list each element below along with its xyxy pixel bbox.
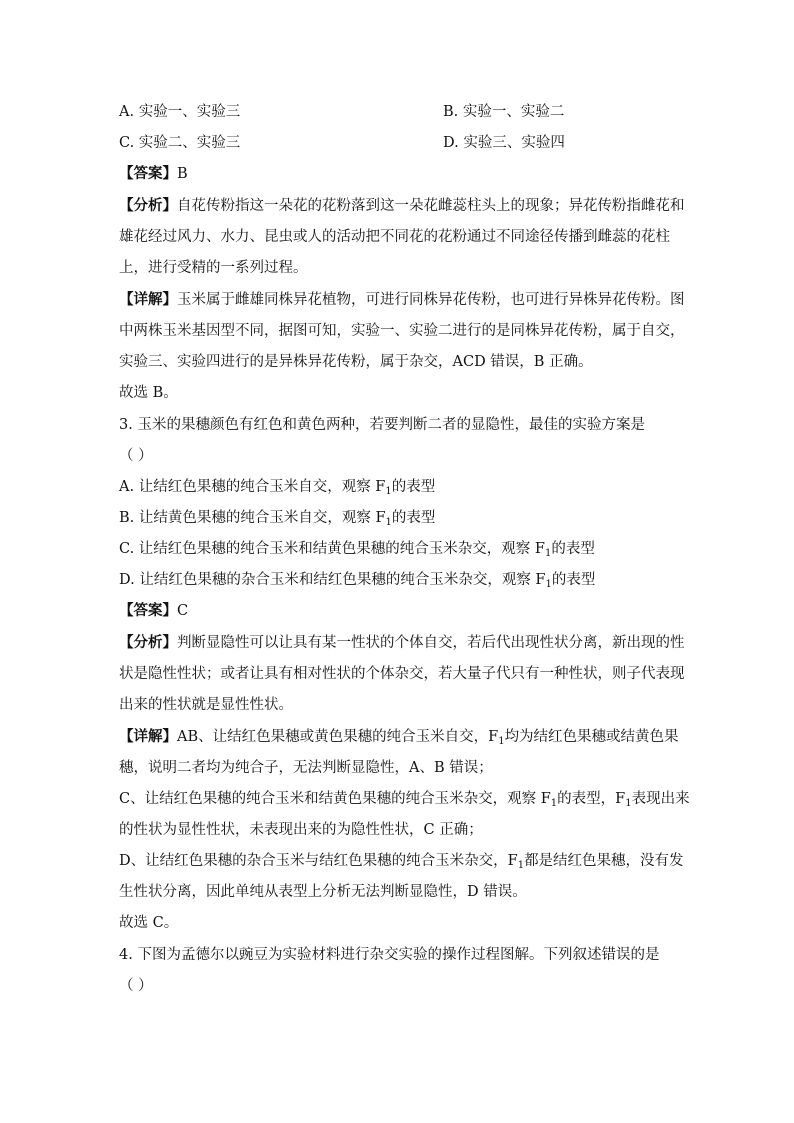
q3-answer — [119, 601, 188, 621]
q3-analysis-line-3: 出来的性状就是显性性状。 — [119, 697, 293, 713]
q3-option-b: B. 让结黄色果穗的纯合玉米自交，观察 $F_1$的表型 — [119, 510, 436, 528]
q3-analysis-line-1: 【分析】判断显隐性可以让具有某一性状的个体自交，若后代出现性状分离，新出现的性 — [119, 634, 685, 651]
detail-tag: 【详解】 — [119, 291, 177, 308]
q3-detail-line-6: 生性状分离，因此单纯从表型上分析无法判断显隐性，D 错误。 — [119, 884, 527, 900]
q3-option-c: C. 让结红色果穗的纯合玉米和结黄色果穗的纯合玉米杂交，观察 $F_1$的表型 — [119, 541, 595, 559]
q3-option-a: A. 让结红色果穗的纯合玉米自交，观察 $F_1$的表型 — [119, 479, 436, 497]
q2-answer — [119, 164, 188, 184]
q3-paren: （ ） — [119, 448, 153, 464]
analysis-tag: 【分析】 — [119, 634, 177, 651]
q3-detail-line-5: D、让结红色果穗的杂合玉米与结红色果穗的纯合玉米杂交，$F_1$都是结红色果穗，没有发 — [119, 853, 684, 871]
q3-detail-line-3: C、让结红色果穗的纯合玉米和结黄色果穗的纯合玉米杂交，观察 $F_1$的表型，$F_1$表现出来 — [119, 791, 690, 809]
q4-stem: 4. 下图为孟德尔以豌豆为实验材料进行杂交实验的操作过程图解。下列叙述错误的是 — [119, 947, 660, 963]
q3-detail-line-4: 的性状为显性性状，未表现出来的为隐性性状，C 正确； — [119, 822, 483, 838]
analysis-tag: 【分析】 — [119, 197, 177, 214]
answer-tag: 【答案】 — [119, 165, 177, 182]
q3-stem: 3. 玉米的果穗颜色有红色和黄色两种，若要判断二者的显隐性，最佳的实验方案是 — [119, 417, 645, 433]
q2-option-a: A. 实验一、实验三 — [119, 104, 241, 120]
q3-option-d: D. 让结红色果穗的杂合玉米和结红色果穗的纯合玉米杂交，观察 $F_1$的表型 — [119, 572, 596, 590]
q3-analysis-line-2: 状是隐性性状；或者让具有相对性状的个体杂交，若大量子代只有一种性状，则子代表现 — [119, 666, 685, 682]
q3-conclusion: 故选 C。 — [119, 915, 179, 931]
q3-detail-line-2: 穗，说明二者均为纯合子，无法判断显隐性，A、B 错误； — [119, 760, 493, 776]
q2-conclusion: 故选 B。 — [119, 385, 178, 401]
q2-analysis-line-3: 上，进行受精的一系列过程。 — [119, 260, 308, 276]
q2-analysis-line-2: 雄花经过风力、水力、昆虫或人的活动把不同花的花粉通过不同途径传播到雌蕊的花柱 — [119, 229, 670, 245]
answer-value: C — [177, 603, 189, 619]
q2-detail-line-3: 实验三、实验四进行的是异株异花传粉，属于杂交，ACD 错误，B 正确。 — [119, 354, 593, 370]
answer-tag: 【答案】 — [119, 602, 177, 619]
q2-detail-line-2: 中两株玉米基因型不同，据图可知，实验一、实验二进行的是同株异花传粉，属于自交， — [119, 323, 685, 339]
q2-detail-line-1: 【详解】玉米属于雌雄同株异花植物，可进行同株异花传粉，也可进行异株异花传粉。图 — [119, 291, 685, 308]
q4-paren: （ ） — [119, 978, 153, 994]
q3-detail-line-1: 【详解】AB、让结红色果穗或黄色果穗的纯合玉米自交，$F_1$均为结红色果穗或结黄色果 — [119, 728, 679, 747]
q2-option-b: B. 实验一、实验二 — [443, 104, 565, 120]
q2-option-c: C. 实验二、实验三 — [119, 135, 241, 151]
detail-tag: 【详解】 — [119, 728, 177, 745]
q2-option-d: D. 实验三、实验四 — [443, 135, 565, 151]
answer-value: B — [177, 166, 188, 182]
q2-analysis-line-1: 【分析】自花传粉指这一朵花的花粉落到这一朵花雌蕊柱头上的现象；异花传粉指雌花和 — [119, 197, 685, 214]
